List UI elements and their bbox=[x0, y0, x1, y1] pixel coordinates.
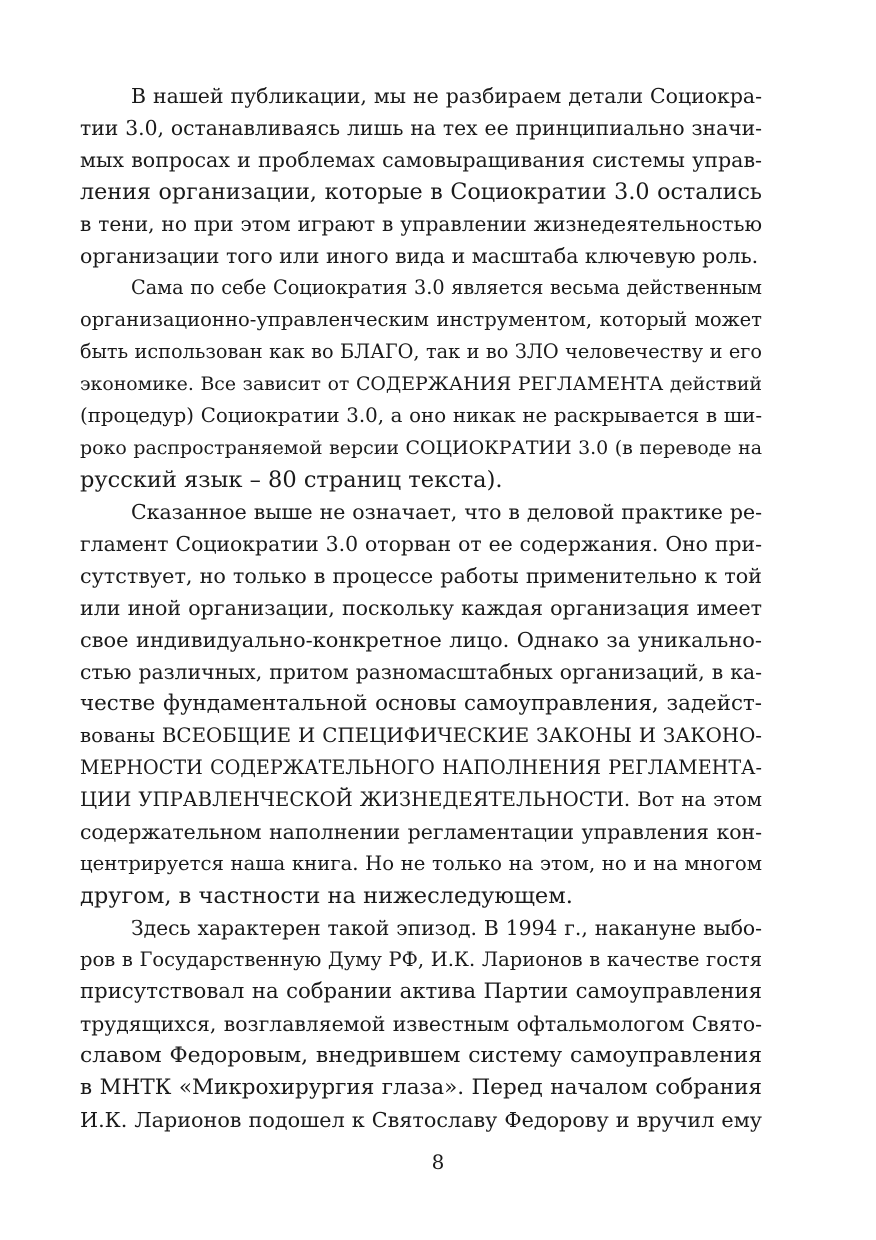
paragraph-2 bbox=[80, 272, 762, 496]
text-line: Здесь характерен такой эпизод. В 1994 г., накануне выбо- bbox=[131, 916, 762, 940]
text-line: в МНТК «Микрохирургия глаза». Перед началом собрания bbox=[80, 1075, 762, 1100]
text-line: В нашей публикации, мы не разбираем детали Социокра- bbox=[131, 84, 762, 108]
text-line: И.К. Ларионов подошел к Святославу Федорову и вручил ему bbox=[80, 1108, 762, 1132]
text-line: в тени, но при этом играют в управлении жизнедеятельностью bbox=[80, 212, 762, 236]
text-line: быть использован как во БЛАГО, так и во ЗЛО человечеству и его bbox=[80, 340, 762, 363]
text-line: присутствовал на собрании актива Партии самоуправления bbox=[80, 979, 762, 1004]
text-line: свое индивидуально-конкретное лицо. Однако за уникально- bbox=[80, 628, 762, 652]
text-line: Сказанное выше не означает, что в деловой практике ре- bbox=[131, 500, 762, 524]
text-line: вованы ВСЕОБЩИЕ И СПЕЦИФИЧЕСКИЕ ЗАКОНЫ И ЗАКОНО- bbox=[80, 724, 762, 747]
paragraph-3 bbox=[80, 496, 762, 912]
text-line: тии 3.0, останавливаясь лишь на тех ее принципиально значи- bbox=[80, 116, 762, 140]
text-line: гламент Социократии 3.0 оторван от ее содержания. Оно при- bbox=[80, 532, 762, 556]
paragraph-4 bbox=[80, 912, 762, 1136]
text-line: ЦИИ УПРАВЛЕНЧЕСКОЙ ЖИЗНЕДЕЯТЕЛЬНОСТИ. Вот на этом bbox=[80, 788, 762, 811]
text-line: русский язык – 80 страниц текста). bbox=[80, 467, 503, 493]
page-number: 8 bbox=[431, 1150, 445, 1174]
text-line: или иной организации, поскольку каждая организация имеет bbox=[80, 596, 762, 620]
text-line: ров в Государственную Думу РФ, И.К. Ларионов в качестве гостя bbox=[80, 948, 762, 971]
text-line: экономике. Все зависит от СОДЕРЖАНИЯ РЕГЛАМЕНТА действий bbox=[80, 373, 762, 395]
text-line: роко распространяемой версии СОЦИОКРАТИИ 3.0 (в переводе на bbox=[80, 437, 762, 459]
text-line: организации того или иного вида и масштаба ключевую роль. bbox=[80, 244, 759, 268]
text-line: другом, в частности на нижеследующем. bbox=[80, 883, 573, 909]
text-line: честве фундаментальной основы самоуправления, задейст- bbox=[80, 691, 762, 716]
text-line: стью различных, притом разномасштабных организаций, в ка- bbox=[80, 660, 762, 684]
text-line: (процедур) Социократии 3.0, а оно никак не раскрывается в ши- bbox=[80, 404, 762, 427]
page-body bbox=[80, 80, 762, 1136]
paragraph-1 bbox=[80, 80, 762, 272]
text-line: содержательном наполнении регламентации управления кон- bbox=[80, 820, 762, 844]
text-line: МЕРНОСТИ СОДЕРЖАТЕЛЬНОГО НАПОЛНЕНИЯ РЕГЛАМЕНТА- bbox=[80, 756, 762, 779]
text-line: трудящихся, возглавляемой известным офтальмологом Свято- bbox=[80, 1012, 762, 1036]
text-line: центрируется наша книга. Но не только на этом, но и на многом bbox=[80, 852, 762, 875]
text-line: мых вопросах и проблемах самовыращивания системы управ- bbox=[80, 148, 762, 172]
text-line: славом Федоровым, внедрившем систему самоуправления bbox=[80, 1043, 762, 1068]
text-line: сутствует, но только в процессе работы применительно к той bbox=[80, 564, 762, 588]
text-line: ления организации, которые в Социократии 3.0 остались bbox=[80, 179, 762, 205]
text-line: организационно-управленческим инструментом, который может bbox=[80, 308, 762, 331]
text-line: Сама по себе Социократия 3.0 является весьма действенным bbox=[131, 276, 762, 299]
